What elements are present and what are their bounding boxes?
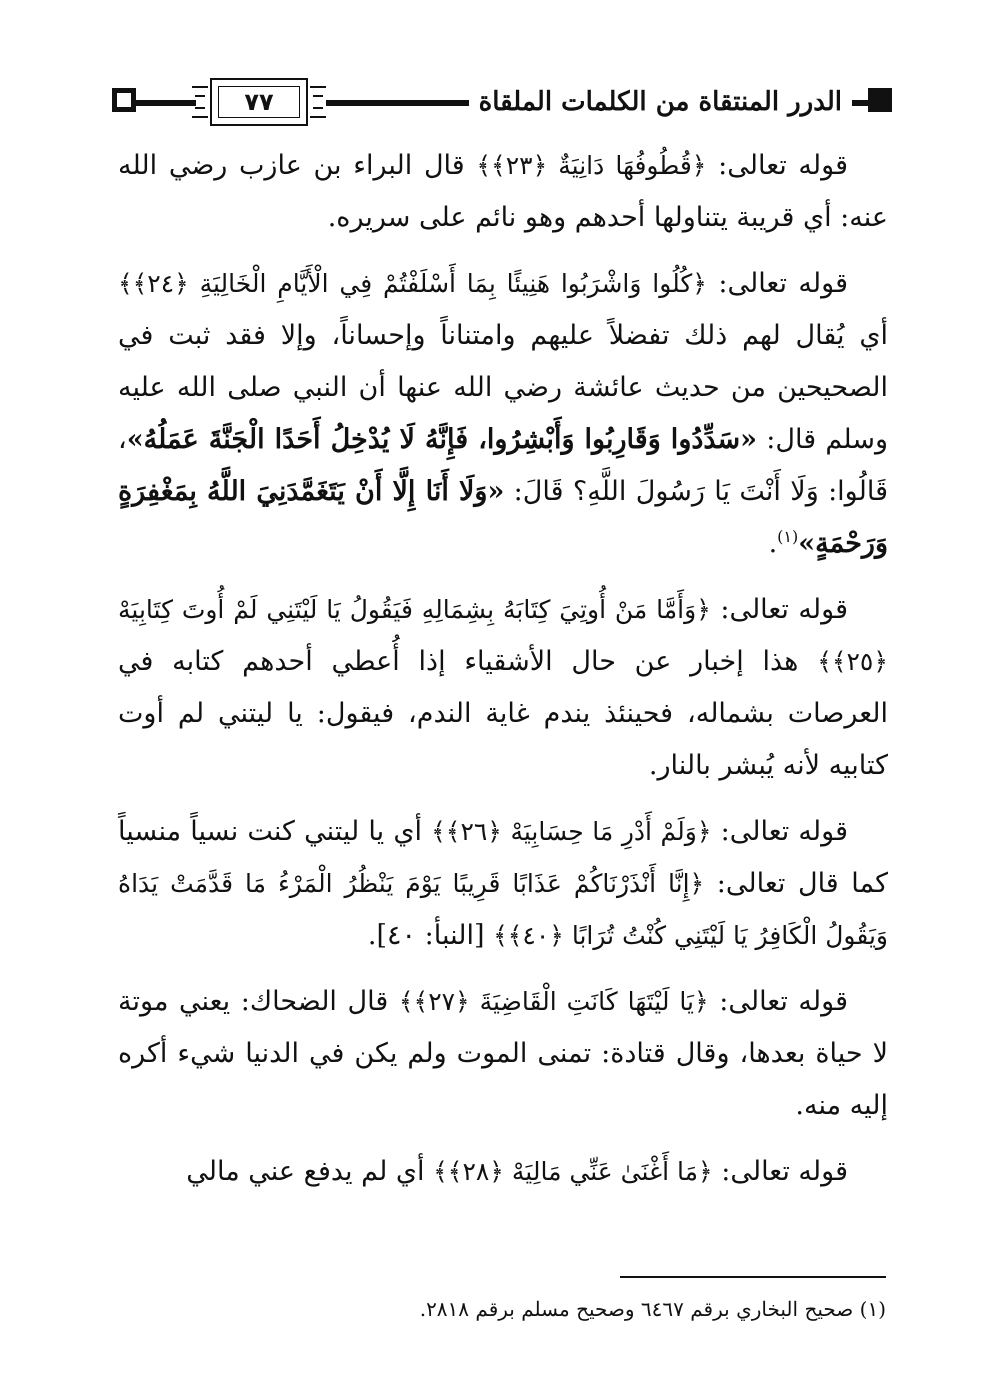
hadith-text: «وَلَا أَنَا إِلَّا أَنْ يَتَغَمَّدَنِيَ اللَّهُ بِمَغْفِرَةٍ وَرَحْمَةٍ»	[118, 476, 888, 559]
footnote: (١) صحيح البخاري برقم ٦٤٦٧ وصحيح مسلم برقم ٢٨١٨.	[419, 1297, 886, 1321]
page-number: ٧٧	[244, 88, 274, 116]
hadith-text: «سَدِّدُوا وَقَارِبُوا وَأَبْشِرُوا، فَإِنَّهُ لَا يُدْخِلُ أَحَدًا الْجَنَّةَ عَمَلُهُ»	[126, 424, 758, 455]
knot-ornament-right	[310, 86, 326, 118]
paragraph: قوله تعالى: ﴿وَلَمْ أَدْرِ مَا حِسَابِيَهْ ﴿٢٦﴾﴾ أي يا ليتني كنت نسياً منسياً كما قال تعالى: ﴿إِنَّا أَنْذَرْنَاكُمْ عَذَابًا قَرِيبًا يَوْمَ يَنْظُرُ الْمَرْءُ مَا قَدَّمَتْ يَدَاهُ وَيَقُولُ الْكَافِرُ يَا لَيْتَنِي كُنْتُ تُرَابًا ﴿٤٠﴾﴾ [النبأ: ٤٠].	[118, 816, 888, 951]
page-number-box	[210, 78, 308, 126]
quran-verse: ﴿وَأَمَّا مَنْ أُوتِيَ كِتَابَهُ بِشِمَالِهِ فَيَقُولُ يَا لَيْتَنِي لَمْ أُوتَ كِتَابِيَهْ ﴿٢٥﴾﴾	[118, 595, 888, 676]
paragraph: قوله تعالى: ﴿كُلُوا وَاشْرَبُوا هَنِيئًا بِمَا أَسْلَفْتُمْ فِي الْأَيَّامِ الْخَالِيَةِ ﴿٢٤﴾﴾ أي يُقال لهم ذلك تفضلاً عليهم وامتناناً وإحساناً، وإلا فقد ثبت في الصحيحين من حديث عائشة رضي الله عنها أن النبي صلى الله عليه وسلم قال: «سَدِّدُوا وَقَارِبُوا وَأَبْشِرُوا، فَإِنَّهُ لَا يُدْخِلُ أَحَدًا الْجَنَّةَ عَمَلُهُ»، قَالُوا: وَلَا أَنْتَ يَا رَسُولَ اللَّهِ؟ قَالَ: «وَلَا أَنَا إِلَّا أَنْ يَتَغَمَّدَنِيَ اللَّهُ بِمَغْفِرَةٍ وَرَحْمَةٍ»$^{(١)}$.	[118, 268, 888, 559]
quran-verse: ﴿قُطُوفُهَا دَانِيَةٌ ﴿٢٣﴾﴾	[476, 151, 707, 180]
paragraph: قوله تعالى: ﴿وَأَمَّا مَنْ أُوتِيَ كِتَابَهُ بِشِمَالِهِ فَيَقُولُ يَا لَيْتَنِي لَمْ أُوتَ كِتَابِيَهْ ﴿٢٥﴾﴾ هذا إخبار عن حال الأشقياء إذا أُعطي أحدهم كتابه في العرصات بشماله، فحينئذ يندم غاية الندم، فيقول: يا ليتني لم أوت كتابيه لأنه يُبشر بالنار.	[118, 594, 888, 781]
quran-verse: ﴿كُلُوا وَاشْرَبُوا هَنِيئًا بِمَا أَسْلَفْتُمْ فِي الْأَيَّامِ الْخَالِيَةِ ﴿٢٤﴾﴾	[118, 269, 707, 298]
paragraph: قوله تعالى: ﴿قُطُوفُهَا دَانِيَةٌ ﴿٢٣﴾﴾ قال البراء بن عازب رضي الله عنه: أي قريبة يتناولها أحدهم وهو نائم على سريره.	[118, 150, 888, 233]
footnote-reference[interactable]: (١)	[777, 527, 799, 546]
paragraph: قوله تعالى: ﴿يَا لَيْتَهَا كَانَتِ الْقَاضِيَةَ ﴿٢٧﴾﴾ قال الضحاك: يعني موتة لا حياة بعدها، وقال قتادة: تمنى الموت ولم يكن في الدنيا شيء أكره إليه منه.	[118, 986, 888, 1121]
book-title: الدرر المنتقاة من الكلمات الملقاة	[469, 80, 852, 124]
quran-verse: ﴿إِنَّا أَنْذَرْنَاكُمْ عَذَابًا قَرِيبًا يَوْمَ يَنْظُرُ الْمَرْءُ مَا قَدَّمَتْ يَدَاهُ وَيَقُولُ الْكَافِرُ يَا لَيْتَنِي كُنْتُ تُرَابًا ﴿٤٠﴾﴾	[118, 869, 888, 950]
knot-ornament-left	[192, 86, 208, 118]
quran-verse: ﴿مَا أَغْنَىٰ عَنِّي مَالِيَهْ ﴿٢٨﴾﴾	[433, 1157, 713, 1186]
surah-reference: [النبأ: ٤٠].	[367, 920, 494, 951]
paragraph: قوله تعالى: ﴿مَا أَغْنَىٰ عَنِّي مَالِيَهْ ﴿٢٨﴾﴾ أي لم يدفع عني مالي	[186, 1156, 848, 1187]
footnote-divider	[620, 1276, 886, 1278]
quran-verse: ﴿يَا لَيْتَهَا كَانَتِ الْقَاضِيَةَ ﴿٢٧﴾﴾	[398, 987, 709, 1016]
page-header	[112, 78, 892, 130]
main-text	[118, 140, 888, 1212]
header-rule-left	[136, 100, 196, 106]
open-square-ornament	[112, 88, 136, 112]
filled-square-ornament	[868, 88, 892, 112]
quran-verse: ﴿وَلَمْ أَدْرِ مَا حِسَابِيَهْ ﴿٢٦﴾﴾	[431, 817, 712, 846]
